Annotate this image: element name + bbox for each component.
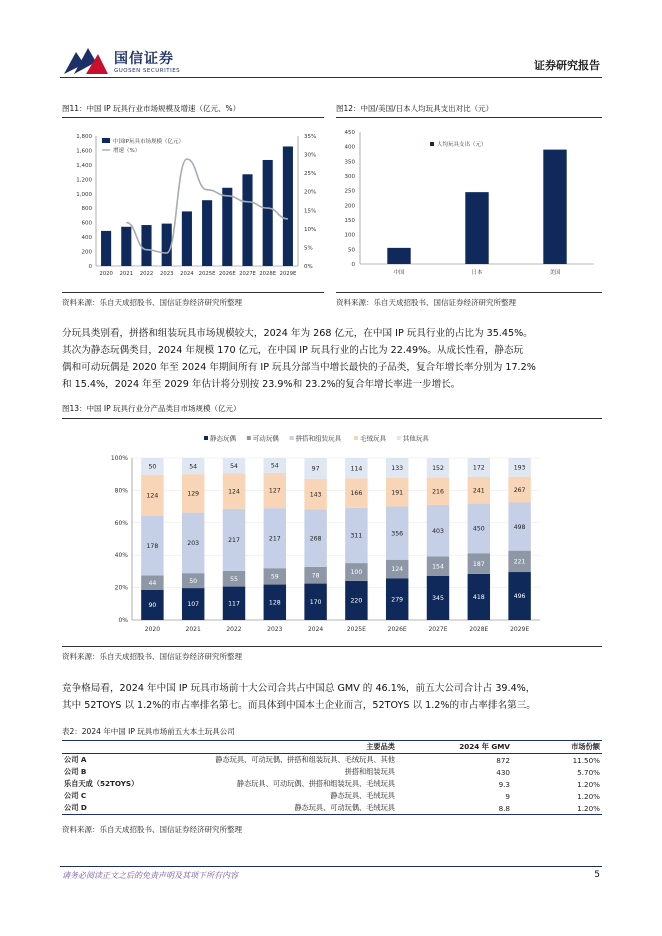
fig12-title: 图12：中国/美国/日本人均玩具支出对比（元） (336, 104, 494, 113)
x-tick-label: 2027E (428, 626, 448, 633)
data-label: 418 (472, 594, 485, 602)
logo-mark-icon (62, 44, 110, 78)
fig11-source: 资料来源：乐自天成招股书、国信证券经济研究所整理 (62, 298, 242, 307)
data-label: 54 (270, 462, 279, 470)
y-right-tick-label: 15% (304, 208, 317, 215)
x-tick-label: 2026E (387, 626, 407, 633)
data-label: 498 (513, 523, 526, 531)
fig13-title-rule (62, 418, 602, 419)
table-row (62, 778, 602, 790)
fig12-bottom-rule (336, 292, 602, 293)
data-label: 50 (189, 577, 198, 585)
y-right-tick-label: 30% (304, 152, 317, 159)
table-cell-gmv: 8.8 (397, 802, 512, 815)
table-cell-company: 乐自天成（52TOYS） (64, 779, 139, 788)
data-label: 152 (432, 464, 444, 472)
bar-per-capita-spend (387, 248, 410, 264)
y-left-tick-label: 800 (81, 206, 92, 213)
data-label: 311 (350, 532, 363, 540)
y-left-tick-label: 1,000 (76, 191, 92, 198)
y-tick-label: 150 (344, 218, 355, 224)
data-label: 44 (148, 579, 157, 587)
data-label: 191 (391, 489, 404, 497)
paragraph-competition (62, 680, 606, 714)
data-label: 54 (189, 463, 198, 471)
bar-market-size (101, 231, 111, 266)
y-left-tick-label: 1,800 (76, 134, 92, 140)
y-left-tick-label: 400 (81, 235, 92, 242)
table-cell-gmv: 872 (496, 755, 510, 765)
y-left-tick-label: 0 (88, 264, 92, 270)
fig12-source: 资料来源：乐自天成招股书、国信证券经济研究所整理 (336, 298, 516, 307)
data-label: 267 (513, 486, 526, 494)
x-tick-label: 2021 (119, 271, 134, 277)
x-tick-label: 2024 (307, 626, 324, 633)
fig13-chart (62, 422, 602, 644)
legend-label: 中国IP玩具市场规模（亿元） (113, 139, 184, 145)
table-header-row (62, 741, 602, 754)
fig11-title-rule (62, 117, 324, 118)
data-label: 50 (148, 463, 157, 471)
table-cell-category: 静态玩具、可动玩偶、拼搭和组装玩具、毛绒玩具 (236, 779, 395, 788)
legend-label: 其他玩具 (402, 434, 429, 443)
data-label: 345 (432, 595, 444, 603)
header-rule (60, 77, 602, 78)
bar-market-size (263, 160, 273, 266)
data-label: 117 (228, 600, 240, 608)
data-label: 241 (472, 487, 485, 495)
x-tick-label: 2024 (180, 271, 194, 277)
logo (62, 44, 192, 78)
legend-swatch (204, 436, 208, 440)
logo-subtitle: GUOSEN SECURITIES (114, 68, 181, 74)
data-label: 100 (350, 569, 363, 577)
y-tick-label: 350 (344, 159, 355, 166)
bar-market-size (202, 200, 212, 266)
y-tick-label: 250 (344, 188, 355, 195)
table2-source: 资料来源：乐自天成招股书、国信证券经济研究所整理 (62, 825, 242, 834)
data-label: 193 (513, 464, 526, 472)
data-label: 129 (187, 490, 200, 498)
legend-swatch (290, 436, 294, 440)
table-row (62, 802, 602, 815)
x-tick-label: 2022 (226, 626, 242, 633)
y-left-tick-label: 200 (81, 249, 92, 256)
page-number: 5 (594, 870, 600, 880)
legend-swatch-bar (102, 138, 110, 143)
legend-swatch (397, 436, 401, 440)
footer-rule (60, 866, 602, 867)
legend-label: 静态玩偶 (210, 434, 236, 443)
table-row (62, 754, 602, 767)
data-label: 154 (432, 563, 444, 571)
report-type: 证券研究报告 (534, 59, 600, 72)
table-cell-company: 公司 D (62, 802, 152, 815)
bar-market-size (182, 211, 192, 266)
y-left-tick-label: 1,600 (76, 148, 92, 155)
data-label: 203 (187, 540, 200, 548)
y-right-tick-label: 5% (304, 245, 313, 252)
fig13-source: 资料来源：乐自天成招股书、国信证券经济研究所整理 (62, 652, 242, 661)
y-left-tick-label: 1,200 (76, 177, 92, 184)
y-tick-label: 60% (114, 519, 128, 527)
legend-label: 拼搭和组装玩具 (295, 434, 342, 443)
data-label: 124 (146, 492, 159, 500)
table-cell-share: 1.20% (577, 791, 600, 801)
legend-swatch (354, 436, 358, 440)
table-cell-share: 11.50% (572, 755, 600, 765)
data-label: 220 (350, 597, 363, 605)
data-label: 128 (268, 599, 281, 607)
x-tick-label: 2023 (267, 626, 283, 633)
data-label: 221 (513, 558, 526, 566)
table2-grid (62, 740, 602, 815)
fig12-chart (336, 122, 602, 290)
data-label: 172 (472, 464, 485, 472)
data-label: 279 (391, 596, 404, 604)
bar-market-size (162, 224, 172, 266)
y-tick-label: 100% (110, 455, 128, 462)
table-cell-gmv: 9.3 (498, 779, 510, 789)
paragraph-line: 偶和可动玩偶是 2020 年至 2024 年期间所有 IP 玩具分部当中增长最快的子品类，复合年增长率分别为 17.2% (62, 362, 536, 373)
data-label: 268 (309, 535, 322, 543)
bar-market-size (222, 188, 232, 266)
data-label: 143 (309, 491, 322, 499)
legend-swatch (247, 436, 251, 440)
table-cell-category: 拼搭和组装玩具 (344, 767, 395, 776)
x-tick-label: 2020 (144, 626, 161, 633)
table-cell-company: 公司 A (64, 755, 87, 764)
fig11-title: 图11：中国 IP 玩具行业市场规模及增速（亿元、%） (62, 104, 241, 113)
footer-disclaimer: 请务必阅读正文之后的免责声明及其项下所有内容 (62, 871, 238, 880)
y-tick-label: 20% (114, 584, 128, 592)
data-label: 54 (230, 462, 238, 470)
paragraph-line: 竞争格局看，2024 年中国 IP 玩具市场前十大公司合共占中国总 GMV 的 46.1%，前五大公司合计占 39.4%， (62, 683, 536, 694)
data-label: 170 (309, 598, 322, 606)
y-tick-label: 100 (344, 232, 355, 239)
x-tick-label: 2028E (469, 626, 489, 633)
data-label: 114 (350, 465, 363, 473)
bar-market-size (141, 225, 151, 266)
y-tick-label: 80% (114, 487, 128, 495)
bar-per-capita-spend (465, 192, 488, 264)
data-label: 217 (228, 537, 240, 545)
paragraph-category-analysis (62, 325, 606, 393)
data-label: 166 (350, 490, 363, 498)
y-tick-label: 450 (344, 130, 355, 136)
bar-market-size (121, 227, 131, 266)
y-right-tick-label: 35% (304, 134, 317, 140)
data-label: 107 (187, 601, 200, 609)
table-cell-company: 公司 C (64, 791, 87, 800)
x-tick-label: 2023 (159, 271, 174, 277)
y-tick-label: 0 (351, 262, 355, 268)
fig13-bottom-rule (62, 646, 602, 647)
table-cell-share: 1.20% (577, 779, 600, 789)
table-cell-category: 静态玩具、毛绒玩具 (330, 791, 395, 800)
data-label: 133 (391, 465, 404, 473)
y-tick-label: 0% (118, 617, 128, 624)
table-header-cell (62, 741, 152, 754)
legend-label: 人均玩具支出（元） (437, 142, 487, 148)
data-label: 124 (391, 566, 404, 574)
x-tick-label: 2025E (346, 626, 366, 633)
y-tick-label: 50 (348, 247, 355, 254)
x-tick-label: 中国 (393, 270, 405, 276)
paragraph-line: 和 15.4%，2024 年至 2029 年估计将分别按 23.9%和 23.2%的复合年增长率进一步增长。 (62, 379, 461, 390)
table-row (62, 766, 602, 778)
table-cell-company: 公司 B (64, 767, 87, 776)
bar-per-capita-spend (543, 150, 566, 264)
paragraph-line: 分玩具类别看，拼搭和组装玩具市场规模较大，2024 年为 268 亿元，在中国 IP 玩具行业的占比为 35.45%。 (62, 328, 533, 339)
table2 (62, 740, 602, 815)
fig13-title: 图13：中国 IP 玩具行业分产品类目市场规模（亿元） (62, 404, 241, 413)
table-header-cell: 市场份额 (512, 741, 602, 754)
paragraph-line: 其中 52TOYS 以 1.2%的市占率排名第七。而具体到中国本土企业而言，52TOYS 以 1.2%的市占率排名第三。 (62, 700, 536, 711)
data-label: 124 (228, 488, 240, 496)
bar-market-size (283, 146, 293, 266)
data-label: 97 (311, 465, 320, 473)
y-tick-label: 400 (344, 144, 355, 151)
table-cell-category: 静态玩具、可动玩偶、毛绒玩具 (152, 802, 397, 815)
y-left-tick-label: 1,400 (76, 162, 92, 169)
table2-title: 表2：2024 年中国 IP 玩具市场前五大本土玩具公司 (62, 727, 235, 736)
legend-label: 可动玩偶 (252, 434, 279, 443)
y-right-tick-label: 20% (304, 189, 317, 196)
table-cell-category: 静态玩具、可动玩偶、拼搭和组装玩具、毛绒玩具、其他 (215, 755, 395, 764)
legend-label: 增速（%） (113, 148, 141, 154)
table-header-cell: 2024 年 GMV (397, 741, 512, 754)
fig11-bottom-rule (62, 292, 324, 293)
x-tick-label: 2028E (259, 271, 277, 277)
y-left-tick-label: 600 (81, 220, 92, 227)
bar-market-size (242, 174, 252, 266)
table-header-cell: 主要品类 (152, 741, 397, 754)
data-label: 78 (311, 572, 320, 580)
x-tick-label: 2021 (185, 626, 201, 633)
data-label: 59 (270, 573, 279, 581)
data-label: 216 (432, 488, 444, 496)
data-label: 178 (146, 542, 159, 550)
y-tick-label: 200 (344, 203, 355, 210)
data-label: 187 (472, 560, 485, 568)
data-label: 90 (148, 602, 157, 610)
x-tick-label: 2029E (510, 626, 530, 633)
legend-swatch (430, 142, 434, 146)
logo-name: 国信证券 (114, 51, 174, 67)
x-tick-label: 日本 (471, 270, 483, 276)
data-label: 496 (513, 593, 526, 601)
data-label: 127 (268, 487, 281, 495)
x-tick-label: 美国 (549, 270, 561, 276)
y-right-tick-label: 10% (304, 226, 317, 233)
table-row (62, 790, 602, 802)
data-label: 217 (268, 535, 281, 543)
x-tick-label: 2025E (198, 271, 216, 277)
x-tick-label: 2029E (279, 271, 297, 277)
x-tick-label: 2026E (218, 271, 236, 277)
y-tick-label: 300 (344, 174, 355, 180)
data-label: 356 (391, 530, 404, 538)
fig11-chart (62, 122, 326, 290)
table-cell-gmv: 430 (496, 767, 510, 777)
x-tick-label: 2020 (99, 271, 113, 277)
x-tick-label: 2027E (239, 271, 256, 277)
table-cell-share: 5.70% (577, 767, 600, 777)
data-label: 55 (230, 575, 238, 583)
x-tick-label: 2022 (139, 271, 154, 277)
data-label: 403 (432, 527, 444, 535)
fig12-title-rule (336, 117, 602, 118)
paragraph-line: 其次为静态玩偶类目，2024 年规模 170 亿元，在中国 IP 玩具行业的占比为 22.49%。从成长性看，静态玩 (62, 345, 524, 356)
y-right-tick-label: 0% (304, 264, 313, 270)
table-cell-gmv: 9 (505, 791, 510, 801)
y-right-tick-label: 25% (304, 171, 317, 178)
data-label: 450 (472, 525, 485, 533)
legend-label: 毛绒玩具 (360, 434, 386, 443)
table-cell-share: 1.20% (512, 802, 602, 815)
y-tick-label: 40% (114, 552, 128, 560)
